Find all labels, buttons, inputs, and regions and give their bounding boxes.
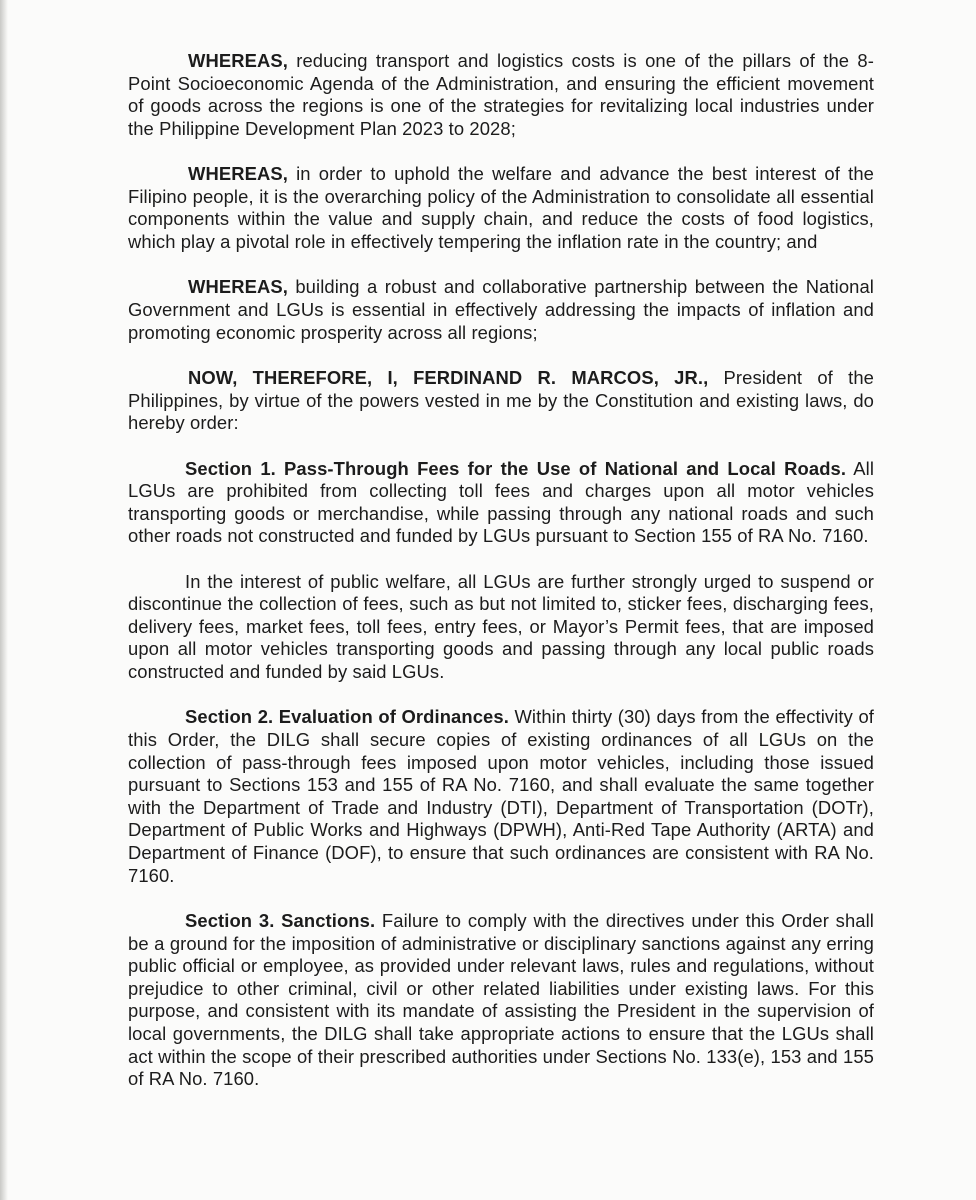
section-2-paragraph bbox=[128, 706, 874, 887]
section-heading: Section 3. Sanctions. bbox=[185, 909, 376, 931]
paragraph-text: President of the Philippines, by virtue of the powers vested in me by the Constitution and existing laws, do hereby order: bbox=[128, 366, 874, 434]
section-1-paragraph bbox=[128, 458, 874, 548]
paragraph-text: In the interest of public welfare, all LGUs are further strongly urged to suspend or discontinue the collection of fees, such as but not limited to, sticker fees, discharging fees, delivery fees, market fees, toll fees, entry fees, or Mayor’s Permit fees, that are imposed upon all motor vehicles transporting goods and passing through any local public roads constructed and funded by said LGUs. bbox=[128, 570, 874, 683]
whereas-paragraph-transport-costs bbox=[128, 50, 874, 140]
whereas-paragraph-welfare bbox=[128, 163, 874, 253]
paragraph-text: reducing transport and logistics costs is one of the pillars of the 8-Point Socioeconomic Agenda of the Administration, and ensuring the efficient movement of goods across the regions is one of the strategies for revitalizing local industries under the Philippine Development Plan 2023 to 2028; bbox=[128, 50, 874, 139]
document-body bbox=[128, 50, 874, 1114]
paragraph-text: All LGUs are prohibited from collecting toll fees and charges upon all motor vehicles transporting goods or merchandise, while passing through any national roads and such other roads not constructed and funded by LGUs pursuant to Section 155 of RA No. 7160. bbox=[128, 457, 874, 547]
paragraph-text: building a robust and collaborative partnership between the National Government and LGUs is essential in effectively addressing the impacts of inflation and promoting economic prosperity across all regions; bbox=[128, 276, 874, 343]
section-heading: Section 2. Evaluation of Ordinances. bbox=[185, 706, 509, 728]
paragraph-text: in order to uphold the welfare and advance the best interest of the Filipino people, it is the overarching policy of the Administration to consolidate all essential components within the value and supply chain, and reduce the costs of food logistics, which play a pivotal role in effectively tempering the inflation rate in the country; and bbox=[128, 163, 874, 252]
section-heading: Section 1. Pass-Through Fees for the Use of National and Local Roads. bbox=[185, 457, 847, 479]
paragraph-lead: WHEREAS, bbox=[188, 163, 288, 185]
paragraph-lead: WHEREAS, bbox=[188, 276, 288, 298]
paragraph-lead: WHEREAS, bbox=[188, 50, 288, 71]
whereas-paragraph-partnership bbox=[128, 276, 874, 344]
section-1-public-welfare-paragraph bbox=[128, 571, 874, 684]
paragraph-text: Failure to comply with the directives under this Order shall be a ground for the imposition of administrative or disciplinary sanctions against any erring public official or employee, as provided under relevant laws, rules and regulations, without prejudice to other criminal, civil or other related liabilities under existing laws. For this purpose, and consistent with its mandate of assisting the President in the supervision of local governments, the DILG shall take appropriate actions to ensure that the LGUs shall act within the scope of their prescribed authorities under Sections No. 133(e), 153 and 155 of RA No. 7160. bbox=[128, 909, 874, 1090]
paragraph-lead: NOW, THEREFORE, I, FERDINAND R. MARCOS, JR., bbox=[188, 366, 709, 388]
page-edge-shadow bbox=[0, 0, 8, 1200]
section-3-paragraph bbox=[128, 910, 874, 1091]
now-therefore-paragraph bbox=[128, 367, 874, 435]
paragraph-text: Within thirty (30) days from the effectivity of this Order, the DILG shall secure copies of existing ordinances of all LGUs on the collection of pass-through fees imposed upon motor vehicles, including those issued pursuant to Sections 153 and 155 of RA No. 7160, and shall evaluate the same together with the Department of Trade and Industry (DTI), Department of Transportation (DOTr), Department of Public Works and Highways (DPWH), Anti-Red Tape Authority (ARTA) and Department of Finance (DOF), to ensure that such ordinances are consistent with RA No. 7160. bbox=[128, 706, 874, 886]
